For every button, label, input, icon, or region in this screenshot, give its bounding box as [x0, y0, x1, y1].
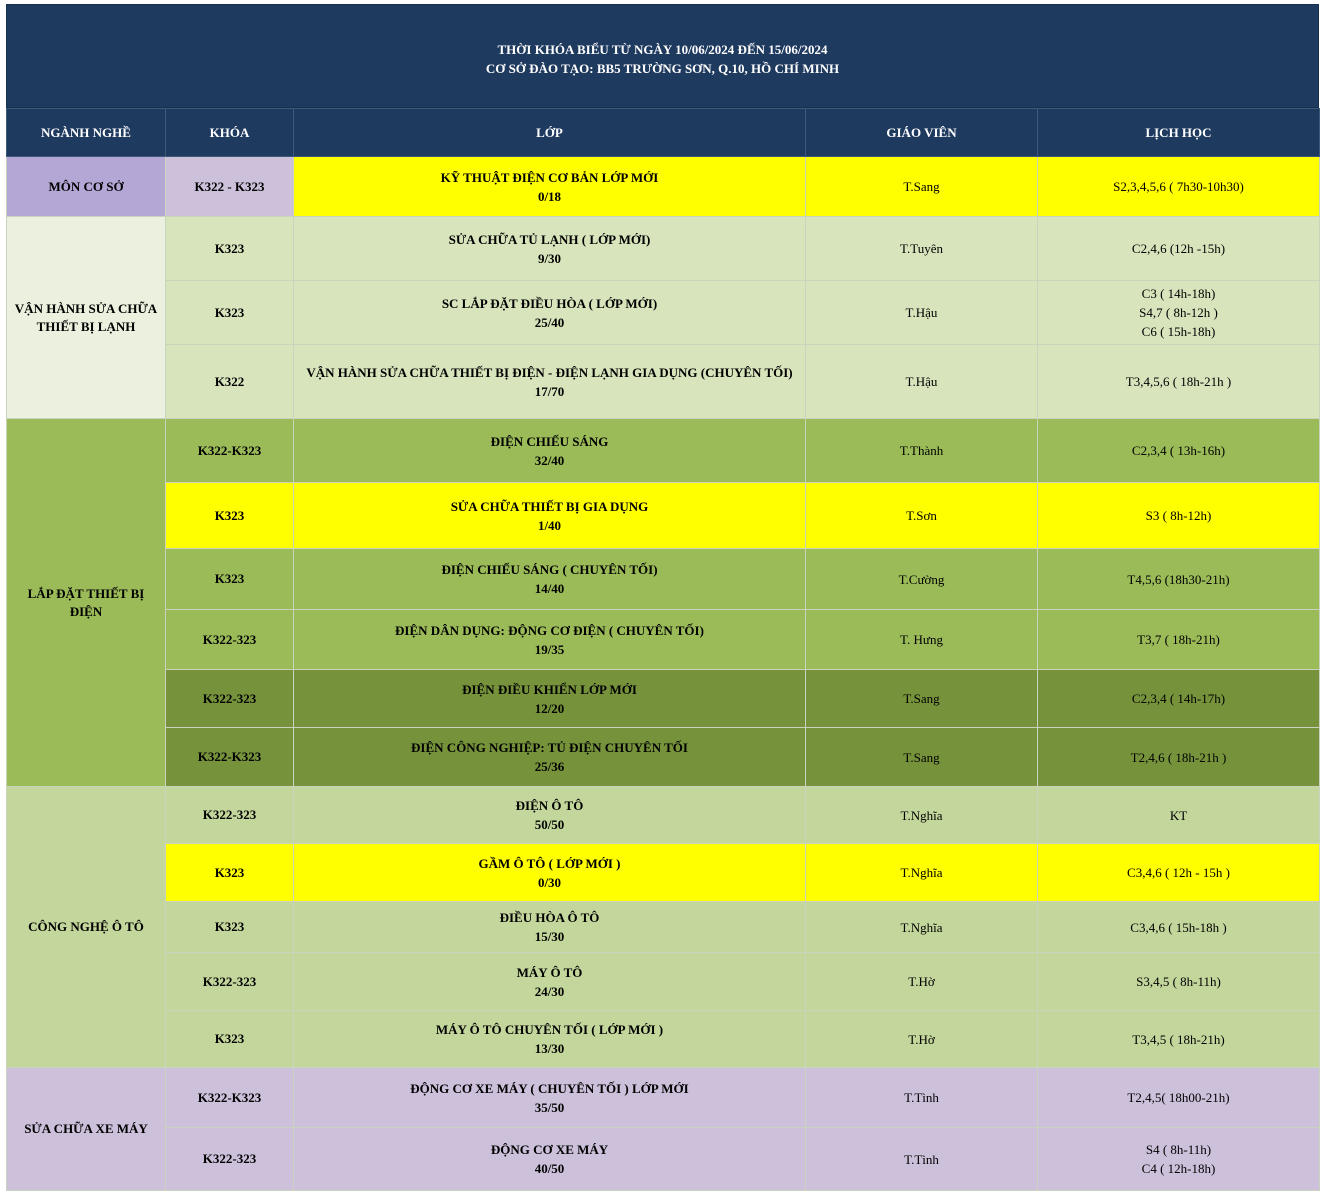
program-cell: MÔN CƠ SỞ	[7, 157, 166, 217]
schedule-line: T3,4,5 ( 18h-21h)	[1132, 1031, 1225, 1047]
table-row	[7, 281, 1320, 345]
class-cell	[294, 670, 806, 728]
class-name: ĐIỆN ĐIỀU KHIỂN LỚP MỚI	[462, 681, 637, 697]
class-cell	[294, 728, 806, 787]
teacher-cell: T.Hờ	[806, 953, 1038, 1011]
schedule-line: C4 ( 12h-18h)	[1141, 1161, 1216, 1176]
enrollment-count: 50/50	[534, 817, 565, 832]
class-cell	[294, 1068, 806, 1128]
class-name: GẦM Ô TÔ ( LỚP MỚI )	[478, 855, 621, 871]
schedule-cell	[1038, 728, 1320, 787]
enrollment-count: 13/30	[534, 1041, 565, 1056]
program-cell: VẬN HÀNH SỬA CHỮA THIẾT BỊ LẠNH	[7, 217, 166, 419]
table-row	[7, 787, 1320, 844]
cohort-cell: K322-323	[166, 670, 294, 728]
enrollment-count: 0/18	[537, 188, 562, 204]
schedule-line: C3,4,6 ( 12h - 15h )	[1127, 865, 1230, 880]
table-row	[7, 670, 1320, 728]
cohort-cell: K322-323	[166, 610, 294, 670]
enrollment-count: 19/35	[534, 641, 565, 657]
schedule-line: T2,4,5( 18h00-21h)	[1127, 1090, 1230, 1105]
schedule-cell	[1038, 483, 1320, 549]
enrollment-count: 25/40	[534, 314, 565, 330]
schedule-cell	[1038, 1011, 1320, 1068]
teacher-cell: T.Sang	[806, 728, 1038, 787]
table-row	[7, 157, 1320, 217]
schedule-cell	[1038, 1068, 1320, 1128]
class-cell	[294, 483, 806, 549]
enrollment-count: 25/36	[534, 759, 565, 774]
header-lich-hoc: LỊCH HỌC	[1038, 109, 1320, 157]
enrollment-count: 12/20	[534, 700, 565, 716]
class-name: ĐIỆN DÂN DỤNG: ĐỘNG CƠ ĐIỆN ( CHUYÊN TỐI)	[395, 622, 704, 638]
table-row	[7, 610, 1320, 670]
teacher-cell: T.Tuyên	[806, 217, 1038, 281]
teacher-cell: T.Tình	[806, 1068, 1038, 1128]
enrollment-count: 24/30	[534, 983, 565, 999]
header-khoa: KHÓA	[166, 109, 294, 157]
schedule-title: THỜI KHÓA BIỂU TỪ NGÀY 10/06/2024 ĐẾN 15/06/2024	[497, 42, 828, 57]
class-name: SC LẮP ĐẶT ĐIỀU HÒA ( LỚP MỚI)	[441, 295, 658, 311]
schedule-cell	[1038, 549, 1320, 610]
class-cell	[294, 281, 806, 345]
program-cell: SỬA CHỮA XE MÁY	[7, 1068, 166, 1191]
schedule-cell	[1038, 902, 1320, 953]
schedule-cell	[1038, 1128, 1320, 1191]
cohort-cell: K322-K323	[166, 1068, 294, 1128]
cohort-cell: K322-323	[166, 1128, 294, 1191]
class-name: ĐIỀU HÒA Ô TÔ	[499, 910, 600, 925]
schedule-cell	[1038, 610, 1320, 670]
class-name: ĐỘNG CƠ XE MÁY	[490, 1142, 609, 1157]
class-name: MÁY Ô TÔ	[516, 964, 583, 980]
schedule-cell	[1038, 953, 1320, 1011]
schedule-line: C2,3,4 ( 13h-16h)	[1131, 443, 1226, 458]
table-row	[7, 728, 1320, 787]
schedule-line: S2,3,4,5,6 ( 7h30-10h30)	[1113, 179, 1244, 194]
class-name: ĐỘNG CƠ XE MÁY ( CHUYÊN TỐI ) LỚP MỚI	[410, 1080, 689, 1096]
table-row	[7, 345, 1320, 419]
header-row	[7, 109, 1320, 157]
table-row	[7, 419, 1320, 483]
program-cell: LẮP ĐẶT THIẾT BỊ ĐIỆN	[7, 419, 166, 787]
enrollment-count: 0/30	[537, 874, 562, 890]
cohort-cell: K322-323	[166, 787, 294, 844]
schedule-cell	[1038, 345, 1320, 419]
enrollment-count: 14/40	[534, 581, 565, 596]
class-name: ĐIỆN CÔNG NGHIỆP: TỦ ĐIỆN CHUYÊN TỐI	[411, 740, 688, 755]
teacher-cell: T.Nghĩa	[806, 844, 1038, 902]
enrollment-count: 1/40	[537, 517, 562, 533]
enrollment-count: 35/50	[534, 1099, 565, 1115]
enrollment-count: 17/70	[534, 383, 565, 399]
teacher-cell: T.Hờ	[806, 1011, 1038, 1068]
teacher-cell: T. Hưng	[806, 610, 1038, 670]
class-cell	[294, 787, 806, 844]
cohort-cell: K322 - K323	[166, 157, 294, 217]
cohort-cell: K323	[166, 844, 294, 902]
teacher-cell: T.Sơn	[806, 483, 1038, 549]
cohort-cell: K323	[166, 217, 294, 281]
schedule-cell	[1038, 419, 1320, 483]
teacher-cell: T.Sang	[806, 670, 1038, 728]
schedule-line: T3,4,5,6 ( 18h-21h )	[1125, 374, 1232, 389]
schedule-cell	[1038, 157, 1320, 217]
table-row	[7, 844, 1320, 902]
class-cell	[294, 1011, 806, 1068]
class-name: ĐIỆN Ô TÔ	[515, 798, 584, 813]
class-name: ĐIỆN CHIẾU SÁNG	[490, 433, 609, 449]
class-name: SỬA CHỮA THIẾT BỊ GIA DỤNG	[450, 498, 649, 514]
schedule-location: CƠ SỞ ĐÀO TẠO: BB5 TRƯỜNG SƠN, Q.10, HỒ CHÍ MINH	[485, 61, 840, 76]
schedule-line: S3,4,5 ( 8h-11h)	[1136, 974, 1221, 989]
cohort-cell: K322-K323	[166, 419, 294, 483]
schedule-line: C3,4,6 ( 15h-18h )	[1130, 919, 1227, 935]
class-name: ĐIỆN CHIẾU SÁNG ( CHUYÊN TỐI)	[441, 562, 658, 577]
schedule-line: S4 ( 8h-11h)	[1145, 1142, 1212, 1157]
enrollment-count: 40/50	[534, 1161, 565, 1176]
header-nganh-nghe: NGÀNH NGHỀ	[7, 109, 166, 157]
cohort-cell: K322-K323	[166, 728, 294, 787]
teacher-cell: T.Hậu	[806, 345, 1038, 419]
schedule-line: C2,4,6 (12h -15h)	[1131, 241, 1226, 256]
class-name: VẬN HÀNH SỬA CHỮA THIẾT BỊ ĐIỆN - ĐIỆN LẠNH GIA DỤNG (CHUYÊN TỐI)	[306, 364, 793, 380]
class-cell	[294, 953, 806, 1011]
table-row	[7, 549, 1320, 610]
schedule-line: S3 ( 8h-12h)	[1145, 508, 1212, 523]
cohort-cell: K323	[166, 281, 294, 345]
schedule-cell	[1038, 281, 1320, 345]
schedule-title-banner	[6, 4, 1319, 108]
table-row	[7, 217, 1320, 281]
schedule-line: T3,7 ( 18h-21h)	[1137, 632, 1220, 647]
cohort-cell: K322	[166, 345, 294, 419]
schedule-line: KT	[1169, 807, 1188, 823]
cohort-cell: K322-323	[166, 953, 294, 1011]
class-cell	[294, 217, 806, 281]
schedule-cell	[1038, 844, 1320, 902]
class-name: SỬA CHỮA TỦ LẠNH ( LỚP MỚI)	[448, 231, 651, 247]
cohort-cell: K323	[166, 1011, 294, 1068]
teacher-cell: T.Nghĩa	[806, 787, 1038, 844]
schedule-line: C6 ( 15h-18h)	[1141, 324, 1216, 339]
enrollment-count: 15/30	[534, 929, 565, 944]
table-row	[7, 902, 1320, 953]
class-cell	[294, 844, 806, 902]
class-cell	[294, 549, 806, 610]
enrollment-count: 32/40	[534, 452, 565, 468]
table-row	[7, 1068, 1320, 1128]
schedule-body	[7, 157, 1320, 1191]
cohort-cell: K323	[166, 902, 294, 953]
teacher-cell: T.Hậu	[806, 281, 1038, 345]
table-row	[7, 1011, 1320, 1068]
schedule-line: S4,7 ( 8h-12h )	[1139, 305, 1218, 320]
table-row	[7, 953, 1320, 1011]
header-giao-vien: GIÁO VIÊN	[806, 109, 1038, 157]
schedule-table	[6, 108, 1320, 1191]
teacher-cell: T.Tình	[806, 1128, 1038, 1191]
class-cell	[294, 902, 806, 953]
schedule-cell	[1038, 670, 1320, 728]
class-cell	[294, 1128, 806, 1191]
teacher-cell: T.Cường	[806, 549, 1038, 610]
enrollment-count: 9/30	[537, 250, 562, 266]
cohort-cell: K323	[166, 483, 294, 549]
table-row	[7, 483, 1320, 549]
schedule-line: T2,4,6 ( 18h-21h )	[1130, 749, 1227, 765]
schedule-line: C3 ( 14h-18h)	[1141, 286, 1216, 301]
class-cell	[294, 610, 806, 670]
table-row	[7, 1128, 1320, 1191]
teacher-cell: T.Nghĩa	[806, 902, 1038, 953]
schedule-line: C2,3,4 ( 14h-17h)	[1131, 691, 1226, 706]
teacher-cell: T.Sang	[806, 157, 1038, 217]
schedule-cell	[1038, 787, 1320, 844]
class-name: MÁY Ô TÔ CHUYÊN TỐI ( LỚP MỚI )	[435, 1022, 664, 1037]
class-cell	[294, 157, 806, 217]
cohort-cell: K323	[166, 549, 294, 610]
class-cell	[294, 345, 806, 419]
schedule-line: T4,5,6 (18h30-21h)	[1127, 571, 1230, 587]
class-cell	[294, 419, 806, 483]
header-lop: LỚP	[294, 109, 806, 157]
program-cell: CÔNG NGHỆ Ô TÔ	[7, 787, 166, 1068]
class-name: KỸ THUẬT ĐIỆN CƠ BẢN LỚP MỚI	[440, 169, 659, 185]
schedule-cell	[1038, 217, 1320, 281]
teacher-cell: T.Thành	[806, 419, 1038, 483]
